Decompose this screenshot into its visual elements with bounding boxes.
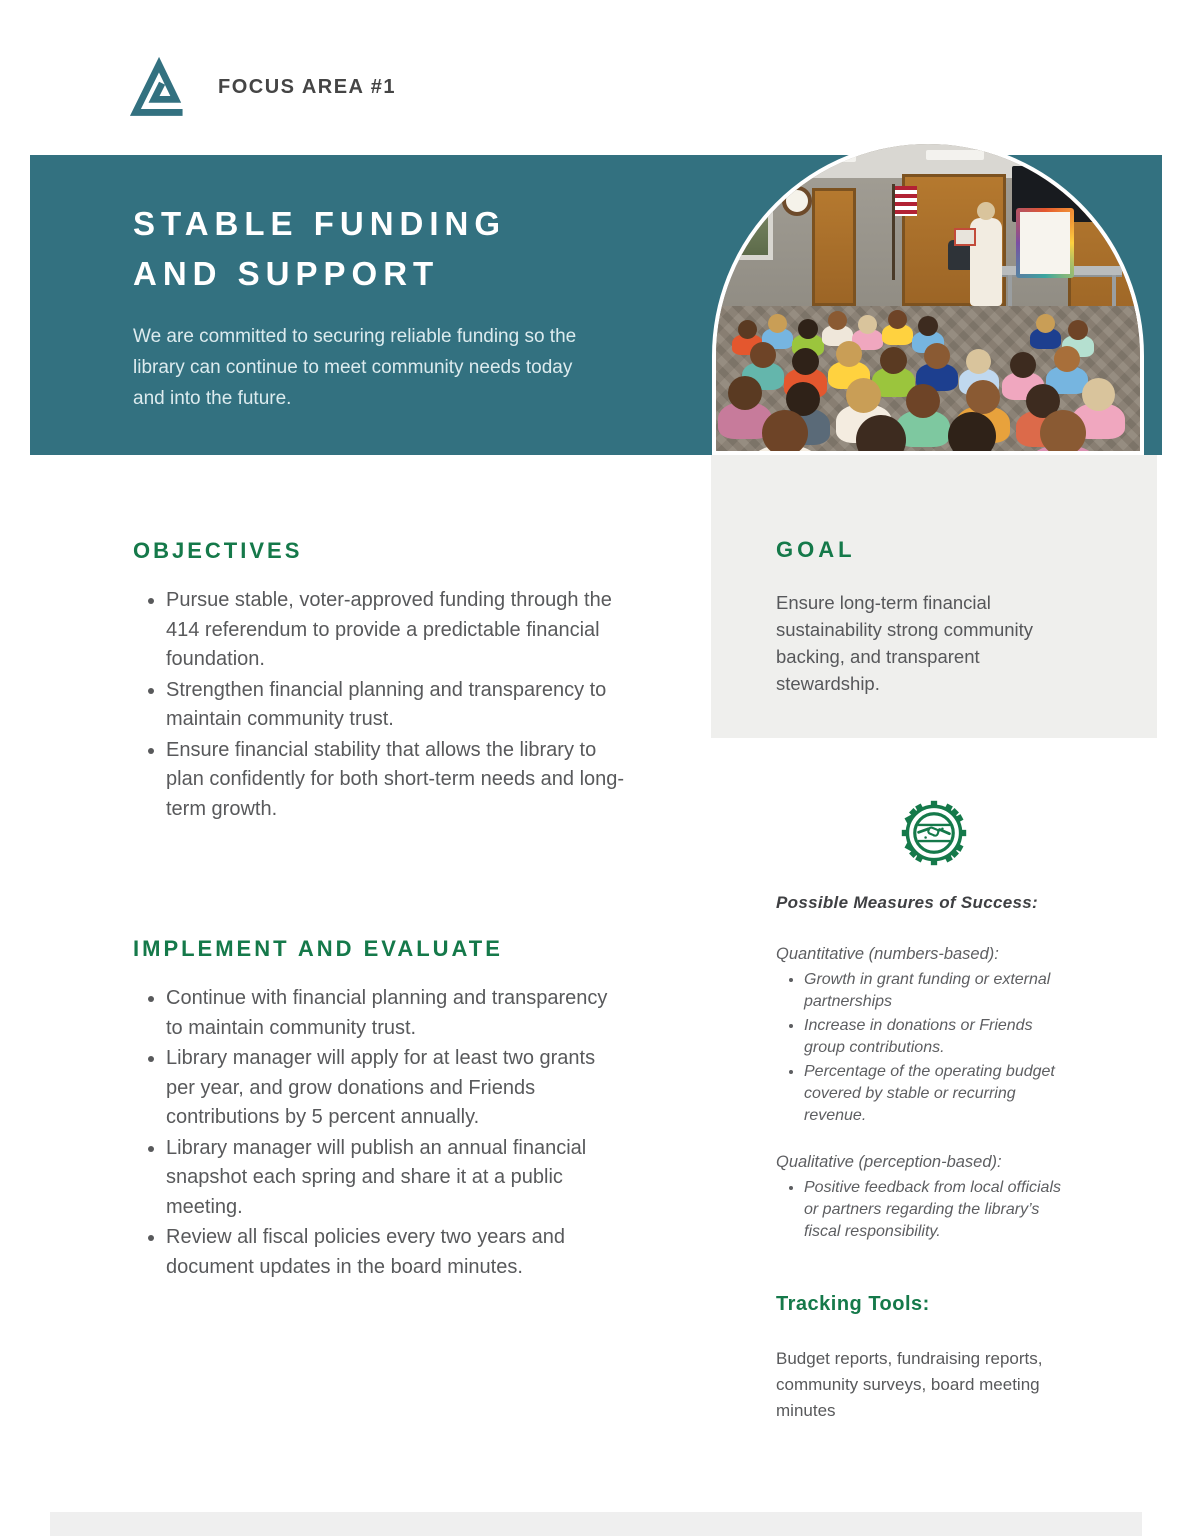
storytime-photo: [712, 140, 1144, 455]
tracking-tools-section: [776, 1293, 1096, 1424]
goal-section: [711, 455, 1157, 738]
measures-section: [776, 893, 1076, 1267]
triangle-logo-icon: [128, 56, 190, 118]
objective-item: • Strengthen financial planning and transparency to maintain community trust.: [166, 676, 628, 735]
quantitative-item: • Increase in donations or Friends group contributions.: [804, 1015, 1070, 1059]
objectives-section: [133, 538, 678, 825]
implement-item: • Library manager will apply for at least two grants per year, and grow donations and Friends contributions by 5 percent annually.: [166, 1044, 628, 1133]
banner-description: We are committed to securing reliable funding so the library can continue to meet community needs today and into the future.: [133, 326, 577, 409]
measures-heading: Possible Measures of Success:: [776, 893, 1038, 912]
quantitative-item: • Percentage of the operating budget covered by stable or recurring revenue.: [804, 1061, 1070, 1127]
header: [128, 56, 396, 118]
quantitative-item: • Growth in grant funding or external partnerships: [804, 969, 1070, 1013]
implement-list: [133, 984, 628, 1282]
goal-heading: GOAL: [776, 537, 856, 562]
tracking-tools-heading: Tracking Tools:: [776, 1293, 930, 1315]
implement-item: • Library manager will publish an annual financial snapshot each spring and share it at a public meeting.: [166, 1134, 628, 1223]
quantitative-label: Quantitative (numbers-based):: [776, 945, 999, 963]
implement-section: [133, 936, 678, 1283]
implement-heading: IMPLEMENT AND EVALUATE: [133, 936, 503, 961]
qualitative-list: [776, 1177, 1070, 1243]
goal-text: Ensure long-term financial sustainability strong community backing, and transparent stewardship.: [776, 592, 1034, 694]
objective-item: • Ensure financial stability that allows the library to plan confidently for both short-term needs and long-term growth.: [166, 736, 628, 825]
focus-area-label: FOCUS AREA #1: [218, 75, 397, 98]
kids-layer: [716, 144, 1140, 451]
implement-item: • Review all fiscal policies every two years and document updates in the board minutes.: [166, 1223, 628, 1282]
banner-title: [133, 199, 506, 299]
qualitative-label: Qualitative (perception-based):: [776, 1153, 1002, 1171]
tracking-tools-text: Budget reports, fundraising reports, community surveys, board meeting minutes: [776, 1349, 1043, 1420]
banner-title-line1: STABLE FUNDING: [133, 205, 507, 242]
footer-band: [50, 1512, 1142, 1536]
gear-handshake-icon: [899, 798, 969, 868]
qualitative-item: • Positive feedback from local officials or partners regarding the library’s fiscal responsibility.: [804, 1177, 1070, 1243]
objective-item: • Pursue stable, voter-approved funding through the 414 referendum to provide a predictable financial foundation.: [166, 586, 628, 675]
quantitative-list: [776, 969, 1070, 1127]
objectives-heading: OBJECTIVES: [133, 538, 303, 563]
objectives-list: [133, 586, 628, 824]
implement-item: • Continue with financial planning and transparency to maintain community trust.: [166, 984, 628, 1043]
banner-title-line2: AND SUPPORT: [133, 255, 440, 292]
